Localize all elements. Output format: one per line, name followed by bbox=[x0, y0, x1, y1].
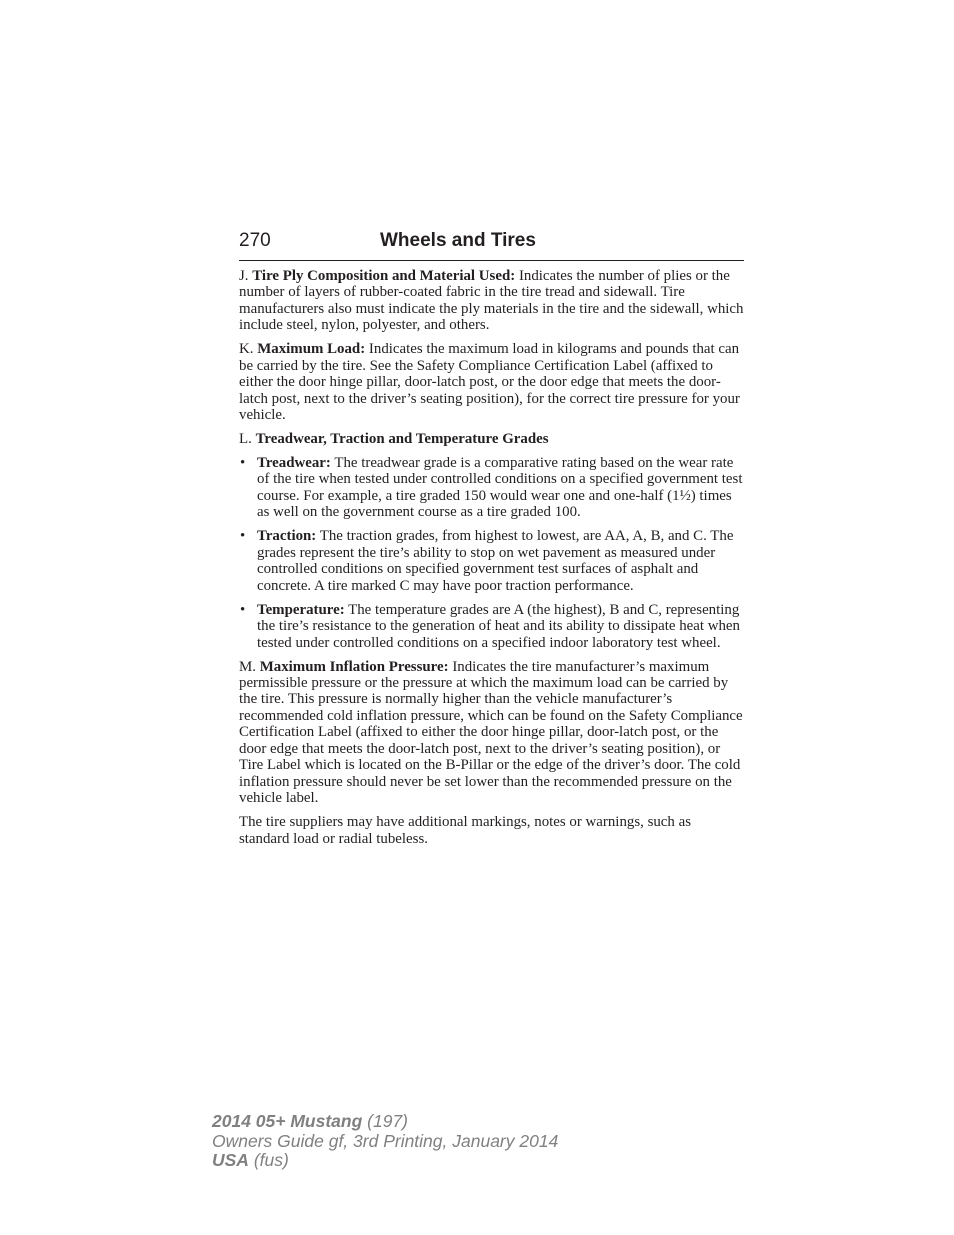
page-number: 270 bbox=[239, 230, 271, 251]
item-k-text: Indicates the maximum load in kilograms and pounds that can be carried by the tire. See the Safety Compliance Certification Label (affixed to either the door hinge pillar, door-latch post, or the door edge that meets the door-latch post, next to the driver’s seating position), for the correct tire pressure for your vehicle. bbox=[239, 341, 740, 424]
item-j bbox=[239, 268, 744, 334]
bullet-icon: • bbox=[240, 601, 246, 618]
footer-market: USA bbox=[212, 1150, 249, 1170]
bullet-text: The temperature grades are A (the highest), B and C, representing the tire’s resistance to the generation of heat and its ability to dissipate heat when tested under controlled conditions on a specified indoor laboratory test wheel. bbox=[257, 601, 740, 651]
footer-model-code: (197) bbox=[367, 1111, 409, 1131]
footer-line-1 bbox=[212, 1112, 558, 1132]
bullet-text: The treadwear grade is a comparative rating based on the wear rate of the tire when tested under controlled conditions on a specified government test course. For example, a tire graded 150 would wear one and one-half (1½) times as well on the government course as a tire graded 100. bbox=[257, 455, 743, 521]
item-k-term: Maximum Load: bbox=[257, 341, 366, 358]
bullet-icon: • bbox=[240, 528, 246, 545]
item-k-prefix: K. bbox=[239, 341, 254, 358]
list-item-temperature bbox=[239, 602, 744, 651]
bullet-term: Traction: bbox=[257, 528, 317, 545]
bullet-term: Treadwear: bbox=[257, 455, 331, 472]
footer-line-2: Owners Guide gf, 3rd Printing, January 2014 bbox=[212, 1130, 559, 1151]
item-l-prefix: L. bbox=[239, 431, 252, 448]
item-m-term: Maximum Inflation Pressure: bbox=[259, 658, 449, 675]
item-j-term: Tire Ply Composition and Material Used: bbox=[252, 268, 516, 284]
footer-model: 2014 05+ Mustang bbox=[212, 1111, 363, 1131]
list-item-treadwear bbox=[239, 455, 744, 521]
grades-list bbox=[239, 455, 744, 651]
item-l-term: Treadwear, Traction and Temperature Grades bbox=[255, 431, 549, 448]
bullet-text: The traction grades, from highest to lowest, are AA, A, B, and C. The grades represent the tire’s ability to stop on wet pavement as measured under controlled conditions on specified government test surfaces of asphalt and concrete. A tire marked C may have poor traction performance. bbox=[257, 528, 734, 594]
page-body bbox=[239, 268, 744, 855]
item-m-text: Indicates the tire manufacturer’s maximum permissible pressure or the pressure at which the maximum load can be carried by the tire. This pressure is normally higher than the vehicle manufacturer’s recommended cold inflation pressure, which can be found on the Safety Compliance Certification Label (affixed to either the door hinge pillar, door-latch post, or the door edge that meets the door-latch post, next to the driver’s seating position), or Tire Label which is located on the B-Pillar or the edge of the driver’s door. The cold inflation pressure should never be set lower than the recommended pressure on the vehicle label. bbox=[239, 658, 743, 807]
closing-paragraph: The tire suppliers may have additional markings, notes or warnings, such as standard load or radial tubeless. bbox=[239, 814, 691, 847]
page-footer bbox=[212, 1112, 558, 1171]
item-j-prefix: J. bbox=[239, 268, 249, 284]
list-item-traction bbox=[239, 528, 744, 594]
item-m bbox=[239, 659, 744, 807]
item-l bbox=[239, 431, 744, 447]
section-title: Wheels and Tires bbox=[380, 230, 536, 251]
bullet-term: Temperature: bbox=[257, 601, 345, 618]
footer-line-3 bbox=[212, 1151, 558, 1171]
item-j-text: Indicates the number of plies or the number of layers of rubber-coated fabric in the tire tread and sidewall. Tire manufacturers also must indicate the ply materials in the tire and the sidewall, which include steel, nylon, polyester, and others. bbox=[239, 268, 744, 334]
item-m-prefix: M. bbox=[239, 658, 256, 675]
footer-market-code: (fus) bbox=[253, 1150, 289, 1170]
item-k bbox=[239, 341, 744, 423]
bullet-icon: • bbox=[240, 455, 246, 472]
page-header bbox=[239, 228, 744, 261]
